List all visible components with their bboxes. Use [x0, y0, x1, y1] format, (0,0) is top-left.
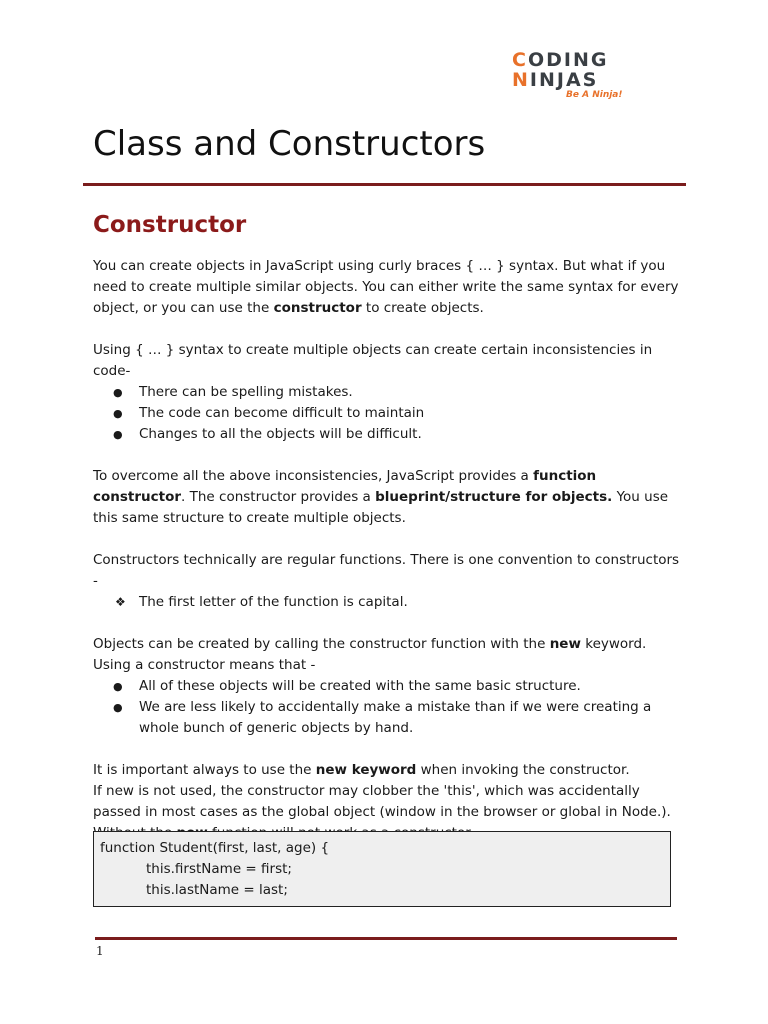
document-body [93, 256, 683, 844]
title-divider [83, 183, 686, 186]
logo-line-1: CODING [512, 49, 609, 71]
code-line: function Student(first, last, age) { [100, 840, 330, 856]
bullet-icon: ● [113, 680, 123, 693]
page-number: 1 [96, 944, 104, 958]
paragraph-6: It is important always to use the new keyword when invoking the constructor. [93, 762, 630, 778]
list-item: ● Changes to all the objects will be difficult. [93, 424, 683, 445]
paragraph-3: To overcome all the above inconsistencies, JavaScript provides a function constructor. The constructor provides a blueprint/structure for objects. You use this same structure to create multiple objects. [93, 468, 669, 526]
paragraph-5: Objects can be created by calling the constructor function with the new keyword. [93, 636, 647, 652]
footer-divider [95, 937, 677, 940]
code-block [93, 831, 671, 907]
paragraph-2: Using { … } syntax to create multiple objects can create certain inconsistencies in code- [93, 342, 653, 379]
coding-ninjas-logo [512, 50, 630, 106]
diamond-list [93, 592, 683, 613]
bullet-icon: ● [113, 386, 123, 399]
paragraph-5-line-2: Using a constructor means that - [93, 657, 316, 673]
logo-tagline: Be A Ninja! [566, 90, 623, 100]
list-item: ● The code can become difficult to maintain [93, 403, 683, 424]
paragraph-6-continued: If new is not used, the constructor may clobber the 'this', which was accidentally passed in most cases as the global object (window in the browser or global in Node.). [93, 783, 671, 820]
paragraph-4: Constructors technically are regular functions. There is one convention to constructors - [93, 552, 680, 589]
bullet-list-2 [93, 676, 683, 739]
logo-line-2: NINJAS [512, 69, 599, 91]
section-heading: Constructor [93, 212, 247, 238]
code-line: this.lastName = last; [146, 882, 288, 898]
code-line: this.firstName = first; [146, 861, 292, 877]
bullet-icon: ● [113, 407, 123, 420]
list-item: ● There can be spelling mistakes. [93, 382, 683, 403]
page-title: Class and Constructors [93, 124, 486, 164]
list-item: ● All of these objects will be created with the same basic structure. [93, 676, 683, 697]
paragraph-1: You can create objects in JavaScript using curly braces { … } syntax. But what if you need to create multiple similar objects. You can either write the same syntax for every object, or you can use the constructor to create objects. [93, 258, 679, 316]
list-item: ● We are less likely to accidentally make a mistake than if we were creating a whole bunch of generic objects by hand. [113, 699, 652, 736]
bullet-icon: ● [113, 428, 123, 441]
bullet-list-1 [93, 382, 683, 445]
bullet-icon: ● [113, 701, 123, 714]
diamond-bullet-icon: ❖ [115, 595, 126, 609]
list-item: ❖ The first letter of the function is capital. [93, 592, 683, 613]
